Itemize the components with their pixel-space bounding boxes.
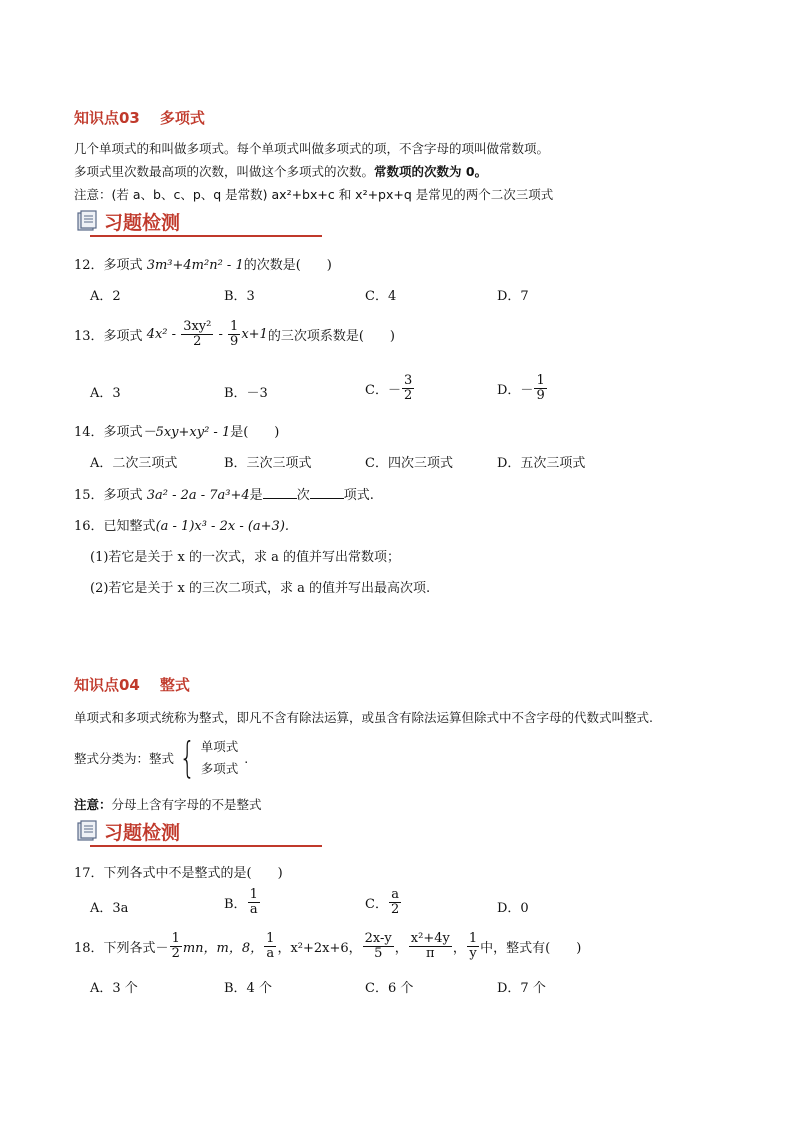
option-c[interactable]: C．4 <box>365 289 397 304</box>
fraction <box>228 320 240 348</box>
question-17 <box>74 862 283 881</box>
denominator: 5 <box>374 945 383 961</box>
question-number: 15． <box>74 488 104 503</box>
option-label: C．－ <box>365 382 401 398</box>
class-item: 多项式 <box>200 761 239 776</box>
denominator: 9 <box>536 387 545 403</box>
option-d[interactable]: D．五次三项式 <box>497 456 586 471</box>
question-number: 17． <box>74 866 104 881</box>
classification: 整式分类为：整式 { 单项式 多项式 . <box>74 733 249 782</box>
banner-title: 习题检测 <box>104 822 181 844</box>
option-d[interactable] <box>497 374 548 402</box>
question-stem: 已知整式 <box>103 519 156 534</box>
question-tail: 的次数是( ) <box>243 258 332 273</box>
text-span: 是 <box>249 488 263 503</box>
fraction <box>248 888 260 916</box>
numerator: 3 <box>403 373 413 388</box>
denominator: 2 <box>403 387 413 403</box>
math-term: 4x² - <box>146 326 177 342</box>
numerator: 3xy² <box>183 319 212 334</box>
fraction <box>467 932 479 960</box>
option-b[interactable]: B．4 个 <box>224 981 272 996</box>
fraction <box>264 932 276 960</box>
option-b[interactable] <box>224 888 261 916</box>
class-list <box>201 736 239 780</box>
question-16-part-1: (1)若它是关于 x 的一次式，求 a 的值并写出常数项； <box>90 550 401 565</box>
question-16 <box>74 515 289 534</box>
option-a[interactable]: A．2 <box>90 289 121 304</box>
option-label: B． <box>224 896 247 912</box>
numerator: 1 <box>536 373 545 388</box>
answer-blank[interactable] <box>310 498 344 499</box>
paragraph-line: 单项式和多项式统称为整式，即凡不含有除法运算，或虽含有除法运算但除式中不含字母的代数式叫整式. <box>74 710 653 725</box>
denominator: 2 <box>390 901 400 917</box>
banner-rule <box>90 845 322 847</box>
section-name: 多项式 <box>159 109 205 127</box>
numerator: 1 <box>230 319 239 334</box>
option-label: D．－ <box>497 382 534 398</box>
question-number: 16． <box>74 519 104 534</box>
option-d[interactable]: D．0 <box>497 901 529 916</box>
numerator: 1 <box>266 931 275 946</box>
math-expression: 3m³+4m²n² - 1 <box>146 258 244 273</box>
paragraph-line: 注意：(若 a、b、c、p、q 是常数) ax²+bx+c 和 x²+px+q 是常见的两个二次三项式 <box>74 187 554 202</box>
fraction <box>170 932 182 960</box>
denominator: 2 <box>193 333 202 349</box>
note-text: 分母上含有字母的不是整式 <box>111 797 262 812</box>
denominator: 2 <box>171 945 180 961</box>
option-b[interactable]: B．－3 <box>224 386 268 401</box>
option-d[interactable]: D．7 <box>497 289 529 304</box>
question-13: 13． 多项式 4x² - $\frac{\text{3xy²}}{2}$ - $\frac{1}{9}$ x+1 的三次项系数是( ) <box>74 319 395 349</box>
math-expression: (a - 1)x³ - 2x - (a+3). <box>155 519 290 534</box>
question-18: 18． 下列各式－ $\frac{1}{2}$ mn，m，8， $\frac{1}{a}$ ，x²+2x+6， $\frac{2x-y}{5}$ ， $\frac{\text{x²+4y}}{\pi}$ ， $\frac{1}{y}$ 中，整式有( ) <box>74 931 582 961</box>
math-expression: －5xy+xy² - 1 <box>142 425 231 440</box>
fraction <box>409 932 452 960</box>
text-span: 次 <box>296 488 310 503</box>
denominator: 9 <box>230 333 239 349</box>
question-16-part-2: (2)若它是关于 x 的三次二项式，求 a 的值并写出最高次项. <box>90 581 431 596</box>
question-stem: 多项式 <box>103 488 143 503</box>
option-a[interactable]: A．3 <box>90 386 121 401</box>
numerator: 1 <box>249 887 258 902</box>
note-label: 注意： <box>74 797 112 812</box>
math-term: x+1 <box>241 326 268 342</box>
question-stem: 下列各式－ <box>103 940 169 956</box>
denominator: π <box>426 945 435 961</box>
option-c[interactable] <box>365 374 415 402</box>
option-a[interactable]: A．3 个 <box>90 981 138 996</box>
banner-rule <box>90 235 322 237</box>
question-stem: 多项式 <box>103 258 143 273</box>
option-c[interactable]: C．四次三项式 <box>365 456 453 471</box>
option-label: C． <box>365 896 388 912</box>
question-number: 18． <box>74 940 104 956</box>
exercise-book-icon <box>76 210 98 232</box>
option-b[interactable]: B．三次三项式 <box>224 456 312 471</box>
section-label: 知识点04 <box>74 676 140 694</box>
numerator: a <box>391 887 399 902</box>
section-heading-kp3 <box>74 107 205 128</box>
class-label: 整式分类为：整式 <box>74 751 175 766</box>
numerator: 2x-y <box>364 931 392 946</box>
banner-title: 习题检测 <box>104 212 181 234</box>
option-c[interactable] <box>365 888 402 916</box>
question-number: 13． <box>74 328 104 344</box>
paragraph-line: 几个单项式的和叫做多项式。每个单项式叫做多项式的项，不含字母的项叫做常数项。 <box>74 141 550 156</box>
math-term: ，x²+2x+6， <box>277 940 362 956</box>
question-14 <box>74 421 279 440</box>
section-name: 整式 <box>159 676 190 694</box>
question-tail: 中，整式有( ) <box>480 940 582 956</box>
option-b[interactable]: B．3 <box>224 289 255 304</box>
question-stem: 多项式 <box>103 425 143 440</box>
fraction <box>534 374 546 402</box>
section-heading-kp4 <box>74 674 190 695</box>
question-12 <box>74 254 332 273</box>
class-item: 单项式 <box>200 739 239 754</box>
fraction <box>363 932 394 960</box>
question-tail: 是( ) <box>230 425 280 440</box>
exercise-banner <box>76 208 336 238</box>
math-term: mn，m，8， <box>182 940 264 956</box>
denominator: a <box>249 901 258 917</box>
fraction <box>402 374 414 402</box>
numerator: 1 <box>468 931 478 946</box>
question-stem: 多项式 <box>103 328 143 344</box>
answer-blank[interactable] <box>263 498 297 499</box>
denominator: y <box>469 945 477 961</box>
exercise-book-icon <box>76 820 98 842</box>
numerator: 1 <box>171 931 180 946</box>
option-a[interactable]: A．3a <box>90 901 129 916</box>
exercise-banner <box>76 818 336 848</box>
text-span: 项式. <box>343 488 374 503</box>
question-tail: 的三次项系数是( ) <box>267 328 395 344</box>
question-number: 12． <box>74 258 104 273</box>
question-stem: 下列各式中不是整式的是( ) <box>103 866 283 881</box>
bold-note: 常数项的次数为 0。 <box>374 164 488 179</box>
question-15 <box>74 484 374 503</box>
math-expression: 3a² - 2a - 7a³+4 <box>146 488 250 503</box>
option-a[interactable]: A．二次三项式 <box>90 456 178 471</box>
fraction <box>389 888 401 916</box>
text-span: 多项式里次数最高项的次数，叫做这个多项式的次数。 <box>74 164 375 179</box>
option-d[interactable]: D．7 个 <box>497 981 546 996</box>
paragraph-line <box>74 162 487 180</box>
note-line <box>74 795 262 813</box>
option-c[interactable]: C．6 个 <box>365 981 414 996</box>
denominator: a <box>266 945 275 961</box>
numerator: x²+4y <box>410 931 450 946</box>
fraction <box>181 320 213 348</box>
question-number: 14． <box>74 425 104 440</box>
brace: { <box>179 733 196 782</box>
section-label: 知识点03 <box>74 109 140 127</box>
